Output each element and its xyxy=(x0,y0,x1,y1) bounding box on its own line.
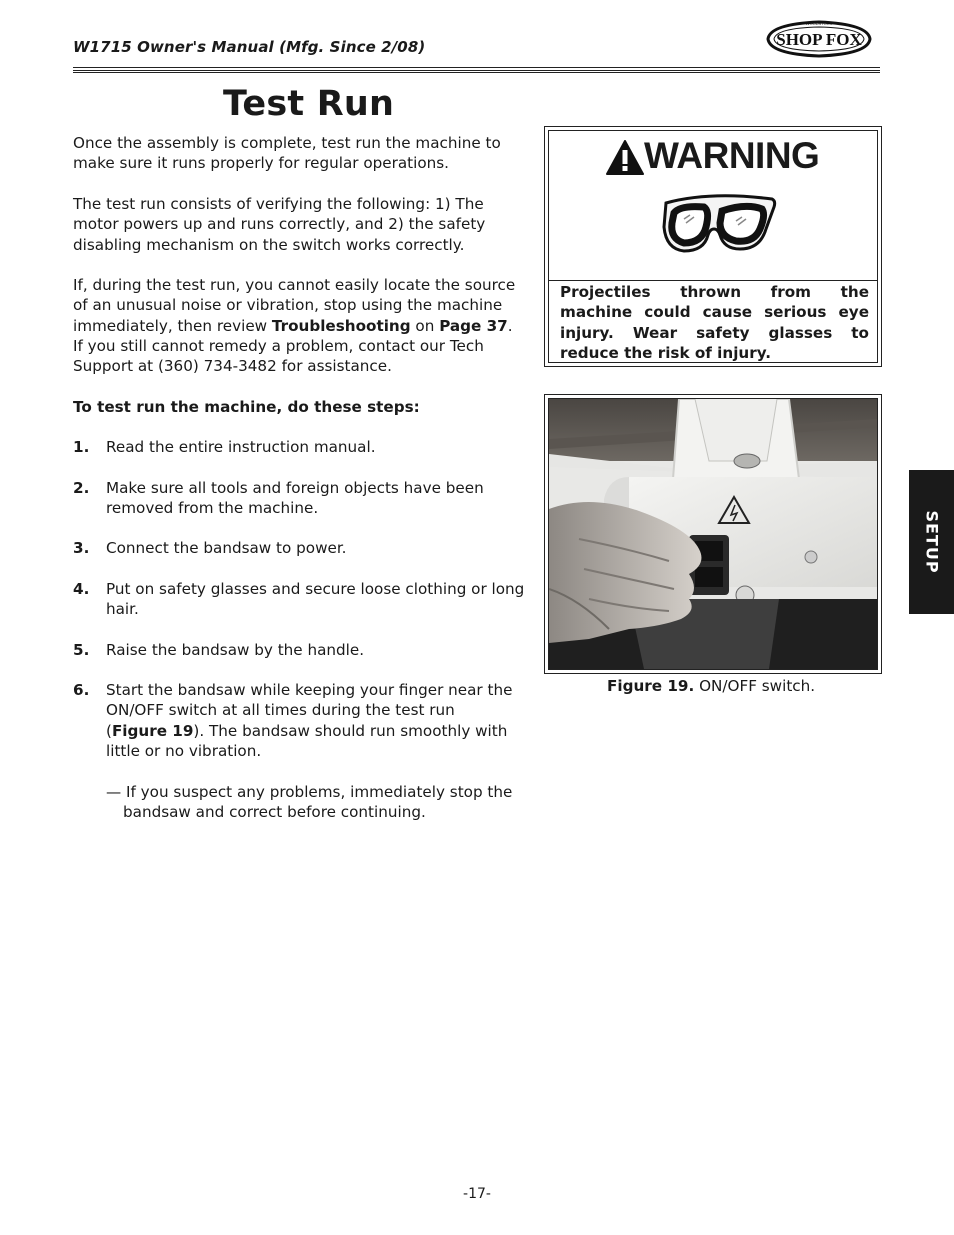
step-text: Connect the bandsaw to power. xyxy=(106,539,347,557)
intro-paragraph: If, during the test run, you cannot easily locate the source of an unusual noise or vibration, stop using the machine immediately, then review Troubleshooting on Page 37. xyxy=(73,276,516,335)
shop-fox-logo xyxy=(762,16,876,62)
substep-note: — If you suspect any problems, immediately stop the bandsaw and correct before continuing. xyxy=(106,783,513,822)
manual-title: W1715 Owner's Manual (Mfg. Since 2/08) xyxy=(73,38,426,56)
header-rule xyxy=(73,70,880,71)
intro-paragraph: Once the assembly is complete, test run the machine to make sure it runs properly for regular operations. xyxy=(73,134,501,173)
figure-caption-text: ON/OFF switch. xyxy=(694,677,816,695)
on-off-switch-photo xyxy=(549,399,877,669)
support-paragraph: If you still cannot remedy a problem, contact our Tech Support at (360) 734-3482 for assistance. xyxy=(73,337,484,376)
page-number: -17- xyxy=(463,1186,491,1202)
step-number: 1. xyxy=(73,438,90,456)
figure-19-photo xyxy=(544,394,882,674)
warning-heading: WARNING xyxy=(644,135,820,176)
steps-heading: To test run the machine, do these steps: xyxy=(73,398,420,416)
step-text: Start the bandsaw while keeping your finger near the ON/OFF switch at all times during the test run (Figure 19). The bandsaw should run smoothly with little or no vibration. xyxy=(106,681,513,761)
section-title: Test Run xyxy=(223,84,395,124)
svg-text:SHOP FOX: SHOP FOX xyxy=(776,30,862,49)
safety-glasses-icon xyxy=(660,189,778,264)
header-rule xyxy=(73,72,880,73)
warning-box xyxy=(544,126,882,367)
figure-caption-label: Figure 19. xyxy=(607,677,695,695)
step-number: 5. xyxy=(73,641,90,659)
troubleshooting-reference: Troubleshooting xyxy=(271,316,411,335)
figure-caption xyxy=(607,677,815,695)
step-text: Read the entire instruction manual. xyxy=(106,438,376,456)
page-reference: Page 37 xyxy=(439,316,508,335)
intro-paragraph: The test run consists of verifying the following: 1) The motor powers up and runs correctly, and 2) the safety disabling mechanism on the switch works correctly. xyxy=(73,195,486,254)
step-text: Put on safety glasses and secure loose clothing or long hair. xyxy=(106,580,525,619)
section-side-tab xyxy=(909,470,954,614)
warning-triangle-icon xyxy=(605,139,645,177)
svg-text:WOODSTOCK: WOODSTOCK xyxy=(805,21,833,26)
warning-text: Projectiles thrown from the machine could cause serious eye injury. Wear safety glasses to reduce the risk of injury. xyxy=(560,283,869,363)
figure-reference: Figure 19 xyxy=(111,721,194,740)
step-number: 2. xyxy=(73,479,90,497)
step-number: 4. xyxy=(73,580,90,598)
step-text: Make sure all tools and foreign objects have been removed from the machine. xyxy=(106,479,484,518)
step-number: 6. xyxy=(73,681,90,699)
side-tab-label: SETUP xyxy=(922,510,941,574)
header-rule xyxy=(73,67,880,68)
step-text: Raise the bandsaw by the handle. xyxy=(106,641,365,659)
step-number: 3. xyxy=(73,539,90,557)
